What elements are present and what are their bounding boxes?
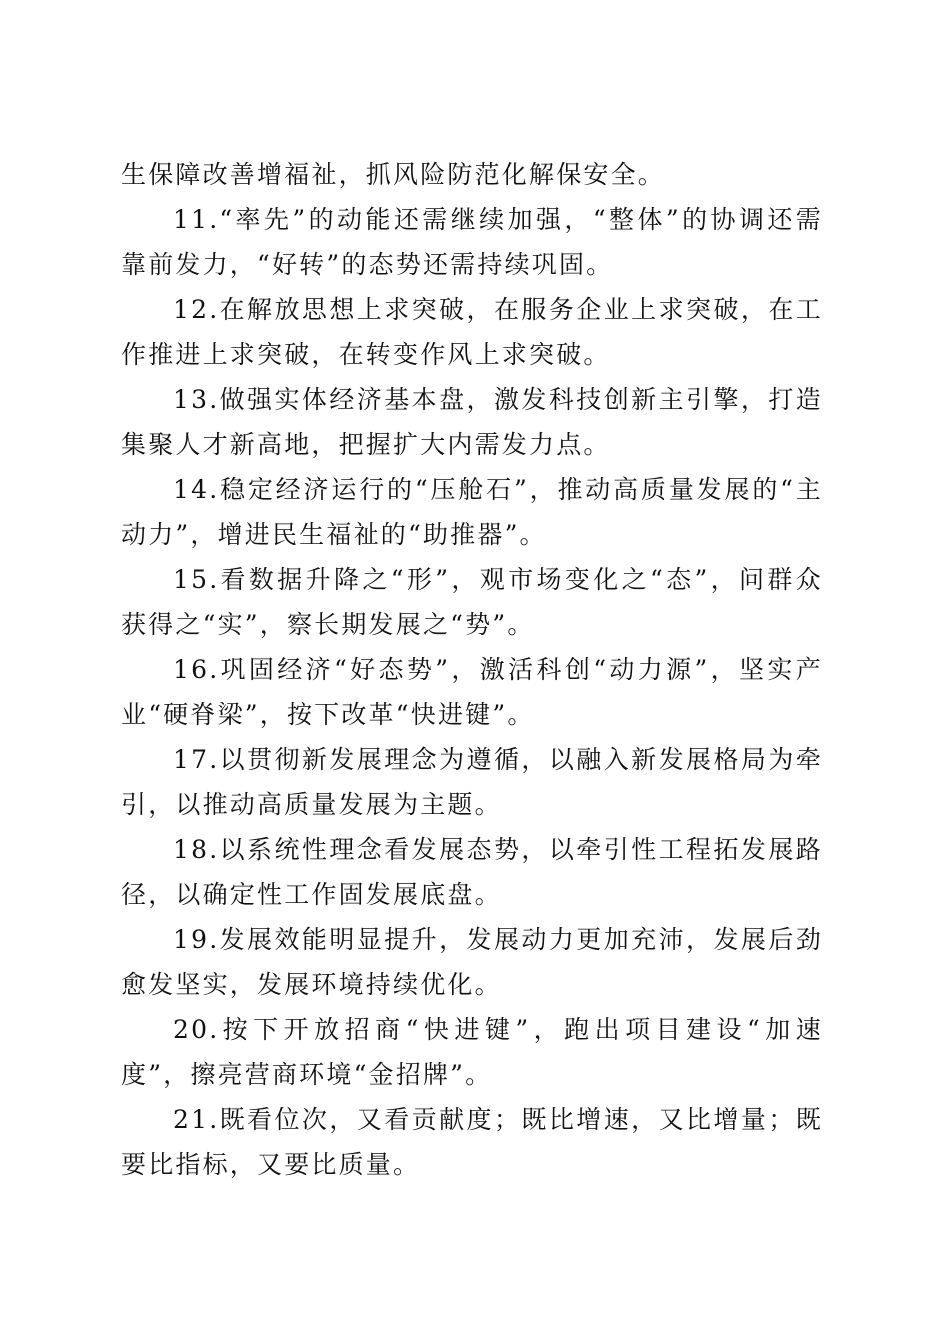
paragraph-item-18: 18.以系统性理念看发展态势，以牵引性工程拓发展路径，以确定性工作固发展底盘。 <box>121 835 823 909</box>
paragraph-item-13: 13.做强实体经济基本盘，激发科技创新主引擎，打造集聚人才新高地，把握扩大内需发力点。 <box>121 385 823 459</box>
paragraph-item-14: 14.稳定经济运行的“压舱石”，推动高质量发展的“主动力”，增进民生福祉的“助推器”。 <box>121 475 823 549</box>
paragraph-continuation: 生保障改善增福祉，抓风险防范化解保安全。 <box>121 160 666 189</box>
paragraph-item-21: 21.既看位次，又看贡献度；既比增速，又比增量；既要比指标，又要比质量。 <box>121 1105 823 1179</box>
paragraph-item-20: 20.按下开放招商“快进键”，跑出项目建设“加速度”，擦亮营商环境“金招牌”。 <box>121 1015 823 1089</box>
paragraph-item-12: 12.在解放思想上求突破，在服务企业上求突破，在工作推进上求突破，在转变作风上求突破。 <box>121 295 823 369</box>
paragraph-item-17: 17.以贯彻新发展理念为遵循，以融入新发展格局为牵引，以推动高质量发展为主题。 <box>121 745 823 819</box>
paragraph-item-15: 15.看数据升降之“形”，观市场变化之“态”，问群众获得之“实”，察长期发展之“势”。 <box>121 565 823 639</box>
paragraph-item-19: 19.发展效能明显提升，发展动力更加充沛，发展后劲愈发坚实，发展环境持续优化。 <box>121 925 823 999</box>
paragraph-item-16: 16.巩固经济“好态势”，激活科创“动力源”，坚实产业“硬脊梁”，按下改革“快进键”。 <box>121 655 823 729</box>
paragraph-item-11: 11.“率先”的动能还需继续加强，“整体”的协调还需靠前发力，“好转”的态势还需持续巩固。 <box>121 205 823 279</box>
document-body <box>121 152 823 1187</box>
